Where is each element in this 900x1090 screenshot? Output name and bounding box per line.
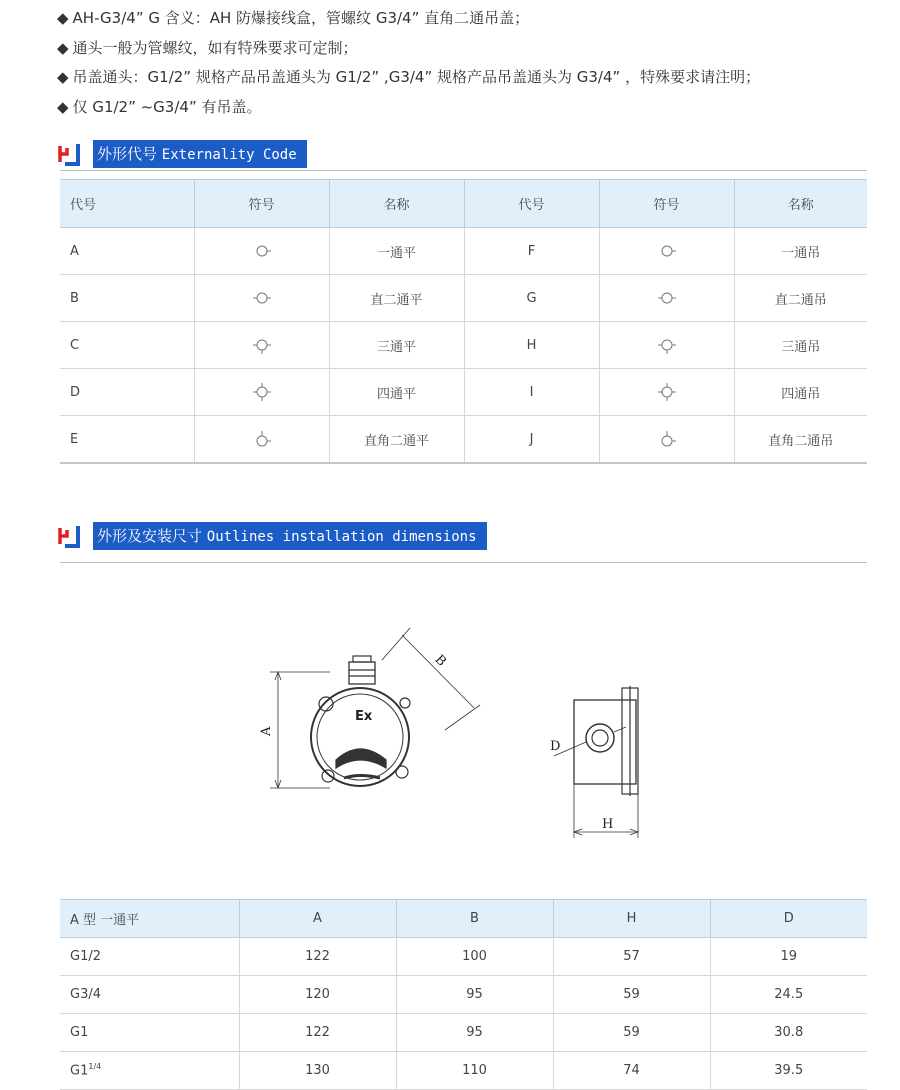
- col-header: 符号: [194, 180, 329, 228]
- brand-logo-icon: [57, 142, 83, 168]
- table-row: [60, 1052, 867, 1090]
- code-cell: J: [464, 416, 599, 464]
- pipe-symbol-four-icon: [250, 380, 274, 404]
- col-header: B: [396, 900, 553, 938]
- front-view-drawing: [270, 628, 480, 788]
- dim-value-b: 95: [396, 1014, 553, 1052]
- dim-value-h: 57: [553, 938, 710, 976]
- code-cell: I: [464, 369, 599, 416]
- pipe-symbol-two-icon: [655, 286, 679, 310]
- spec-cell: G1/2: [60, 938, 239, 976]
- table-row: [60, 275, 867, 322]
- section-title: 外形代号 Externality Code: [93, 140, 307, 168]
- note-item: ◆ 仅 G1/2” ~G3/4” 有吊盖。: [57, 97, 262, 116]
- dim-value-b: 110: [396, 1052, 553, 1090]
- symbol-cell: [194, 416, 329, 464]
- table-header-row: [60, 900, 867, 938]
- table-row: [60, 369, 867, 416]
- notes-list: [57, 4, 760, 122]
- col-header: 符号: [599, 180, 734, 228]
- code-cell: D: [60, 369, 194, 416]
- code-cell: B: [60, 275, 194, 322]
- code-cell: A: [60, 228, 194, 275]
- label-h: H: [602, 817, 614, 832]
- spec-cell: G3/4: [60, 976, 239, 1014]
- dim-value-d: 30.8: [710, 1014, 867, 1052]
- table-row: [60, 416, 867, 464]
- pipe-symbol-three-icon: [655, 333, 679, 357]
- col-header: 名称: [734, 180, 867, 228]
- table-row: [60, 938, 867, 976]
- label-b: B: [431, 652, 449, 670]
- note-item: ◆ 通头一般为管螺纹，如有特殊要求可定制；: [57, 38, 358, 57]
- table-row: [60, 322, 867, 369]
- spec-cell: G1: [60, 1014, 239, 1052]
- dimensions-table: [60, 899, 867, 1090]
- side-view-drawing: [554, 686, 638, 838]
- label-d: D: [550, 739, 561, 754]
- col-header: A 型 一通平: [60, 900, 239, 938]
- col-header: D: [710, 900, 867, 938]
- externality-code-table: [60, 179, 867, 464]
- name-cell: 四通平: [329, 369, 464, 416]
- col-header: 代号: [464, 180, 599, 228]
- code-cell: E: [60, 416, 194, 464]
- code-cell: H: [464, 322, 599, 369]
- symbol-cell: [194, 275, 329, 322]
- name-cell: 直角二通平: [329, 416, 464, 464]
- name-cell: 三通平: [329, 322, 464, 369]
- name-cell: 直二通平: [329, 275, 464, 322]
- code-cell: C: [60, 322, 194, 369]
- pipe-symbol-two-icon: [250, 286, 274, 310]
- pipe-symbol-one-icon: [250, 239, 274, 263]
- note-item: ◆ 吊盖通头：G1/2” 规格产品吊盖通头为 G1/2” ,G3/4” 规格产品吊盖通头为 G3/4” ，特殊要求请注明；: [57, 68, 761, 86]
- pipe-symbol-one-icon: [655, 239, 679, 263]
- symbol-cell: [599, 416, 734, 464]
- code-cell: F: [464, 228, 599, 275]
- dim-value-d: 24.5: [710, 976, 867, 1014]
- code-cell: G: [464, 275, 599, 322]
- outline-drawing: [240, 620, 680, 850]
- dim-value-a: 122: [239, 938, 396, 976]
- name-cell: 直角二通吊: [734, 416, 867, 464]
- ex-mark: Ex: [355, 709, 373, 724]
- label-a: A: [259, 726, 274, 736]
- pipe-symbol-three-icon: [250, 333, 274, 357]
- section-divider: [60, 562, 867, 563]
- dim-value-h: 59: [553, 976, 710, 1014]
- pipe-symbol-angle-icon: [250, 427, 274, 451]
- section-divider: [60, 170, 867, 171]
- col-header: H: [553, 900, 710, 938]
- name-cell: 直二通吊: [734, 275, 867, 322]
- symbol-cell: [599, 369, 734, 416]
- dim-value-b: 95: [396, 976, 553, 1014]
- spec-cell: $G1^{1/4}$: [60, 1052, 239, 1090]
- dim-value-a: 122: [239, 1014, 396, 1052]
- name-cell: 一通平: [329, 228, 464, 275]
- dim-value-a: 130: [239, 1052, 396, 1090]
- symbol-cell: [194, 369, 329, 416]
- symbol-cell: [599, 228, 734, 275]
- symbol-cell: [194, 322, 329, 369]
- dim-value-d: 19: [710, 938, 867, 976]
- note-item: ◆ AH-G3/4” G 含义：AH 防爆接线盒，管螺纹 G3/4” 直角二通吊盖；: [57, 9, 530, 27]
- col-header: 代号: [60, 180, 194, 228]
- symbol-cell: [599, 322, 734, 369]
- table-row: [60, 976, 867, 1014]
- name-cell: 四通吊: [734, 369, 867, 416]
- dim-value-b: 100: [396, 938, 553, 976]
- col-header: A: [239, 900, 396, 938]
- brand-logo-icon: [57, 524, 83, 550]
- symbol-cell: [194, 228, 329, 275]
- table-header-row: [60, 180, 867, 228]
- dim-value-d: 39.5: [710, 1052, 867, 1090]
- pipe-symbol-four-icon: [655, 380, 679, 404]
- table-row: [60, 228, 867, 275]
- name-cell: 一通吊: [734, 228, 867, 275]
- pipe-symbol-angle-icon: [655, 427, 679, 451]
- table-row: [60, 1014, 867, 1052]
- dim-value-h: 59: [553, 1014, 710, 1052]
- dim-value-a: 120: [239, 976, 396, 1014]
- section-title: 外形及安装尺寸 Outlines installation dimensions: [93, 522, 487, 550]
- symbol-cell: [599, 275, 734, 322]
- name-cell: 三通吊: [734, 322, 867, 369]
- dim-value-h: 74: [553, 1052, 710, 1090]
- col-header: 名称: [329, 180, 464, 228]
